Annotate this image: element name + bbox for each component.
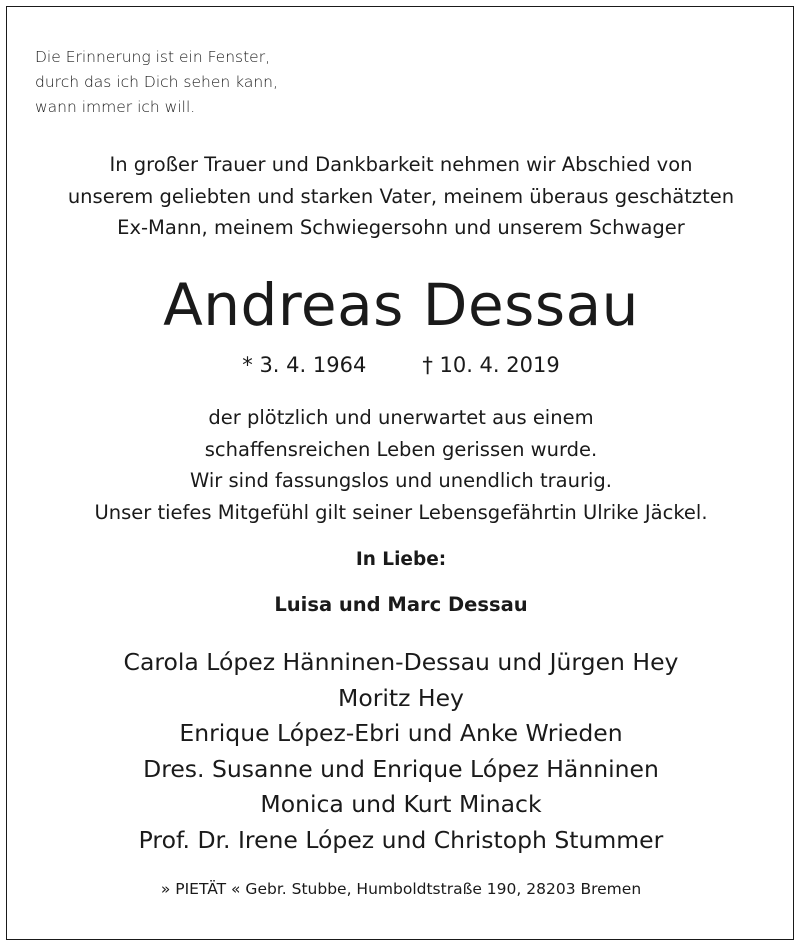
motto-line: durch das ich Dich sehen kann,	[35, 73, 278, 91]
obituary-frame	[6, 6, 794, 940]
children-names: Luisa und Marc Dessau	[274, 593, 528, 616]
intro-text	[7, 149, 795, 244]
life-dates	[7, 349, 795, 381]
intro-line: Ex-Mann, meinem Schwiegersohn und unserem Schwager	[117, 216, 685, 239]
intro-line: In großer Trauer und Dankbarkeit nehmen wir Abschied von	[109, 153, 693, 176]
deceased-name: Andreas Dessau	[163, 271, 639, 339]
motto-line: wann immer ich will.	[35, 98, 196, 116]
relative-entry: Carola López Hänninen-Dessau und Jürgen Hey	[123, 648, 679, 676]
relative-entry: Enrique López-Ebri und Anke Wrieden	[179, 719, 623, 747]
motto-quote	[35, 45, 278, 120]
motto-line: Die Erinnerung ist ein Fenster,	[35, 48, 271, 66]
signature-heading: In Liebe:	[355, 549, 447, 570]
relative-entry: Dres. Susanne und Enrique López Hänninen	[143, 754, 659, 783]
relative-entry: Moritz Hey	[338, 683, 464, 712]
tribute-line: Wir sind fassungslos und unendlich traurig.	[190, 469, 612, 492]
tribute-line: der plötzlich und unerwartet aus einem	[208, 406, 594, 429]
funeral-home-footer: » PIETÄT « Gebr. Stubbe, Humboldtstraße 190, 28203 Bremen	[160, 880, 642, 898]
tribute-line: schaffensreichen Leben gerissen wurde.	[204, 437, 598, 461]
birth-date: * 3. 4. 1964	[242, 353, 367, 377]
relative-entry: Monica und Kurt Minack	[260, 790, 542, 818]
intro-line: unserem geliebten und starken Vater, meinem überaus geschätzten	[67, 184, 735, 208]
tribute-text	[7, 402, 795, 528]
death-date: † 10. 4. 2019	[422, 353, 560, 377]
relatives-list	[7, 645, 795, 858]
tribute-line: Unser tiefes Mitgefühl gilt seiner Lebensgefährtin Ulrike Jäckel.	[94, 500, 708, 524]
relative-entry: Prof. Dr. Irene López und Christoph Stummer	[138, 825, 664, 854]
